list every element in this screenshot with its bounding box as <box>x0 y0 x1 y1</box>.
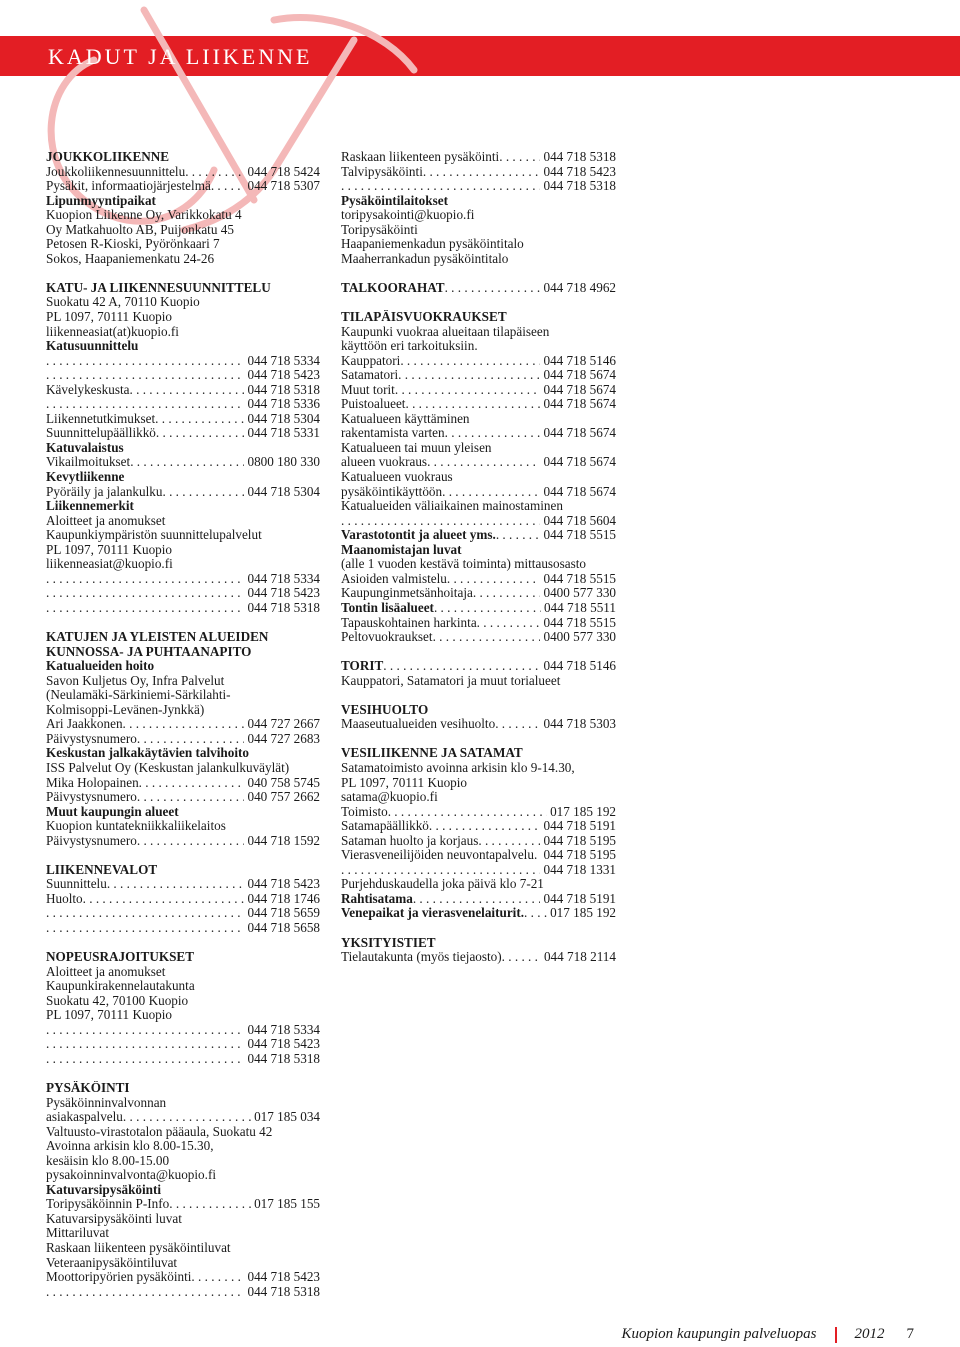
text-line: Avoinna arkisin klo 8.00-15.30, <box>46 1139 214 1154</box>
text-line: Kaupunkiympäristön suunnittelupalvelut <box>46 528 262 543</box>
spacer <box>46 266 320 281</box>
contact-row <box>46 586 320 601</box>
contact-row <box>341 819 616 834</box>
dot-leader <box>395 383 541 398</box>
subheading: Katualueiden hoito <box>46 659 155 674</box>
dot-leader <box>502 950 541 965</box>
phone-number: 040 757 2662 <box>247 789 320 805</box>
contact-label: Venepaikat ja vierasvenelaiturit. <box>341 905 525 921</box>
dot-leader <box>46 1037 244 1052</box>
text-line: Kaupunki vuokraa alueitaan tilapäiseen <box>341 324 550 339</box>
spacer <box>46 848 320 863</box>
contact-row <box>46 732 320 747</box>
dot-leader <box>46 368 244 383</box>
section-heading: LIIKENNEVALOT <box>46 862 158 877</box>
dot-leader <box>46 397 244 412</box>
contact-label: asiakaspalvelu <box>46 1109 123 1125</box>
contact-row <box>341 528 616 543</box>
dot-leader <box>434 601 541 616</box>
contact-label: Sataman huolto ja korjaus <box>341 832 479 848</box>
text-line: satama@kuopio.fi <box>341 790 438 805</box>
contact-label: Muut torit <box>341 381 395 397</box>
contact-row <box>341 572 616 587</box>
contact-label: Varastotontit ja alueet yms. <box>341 527 496 543</box>
dot-leader <box>447 572 541 587</box>
section-heading: KATUJEN JA YLEISTEN ALUEIDEN <box>46 630 269 645</box>
phone-number: 044 718 5659 <box>247 905 320 921</box>
phone-number: 044 718 5304 <box>247 410 320 426</box>
contact-label: Joukkoliikennesuunnittelu <box>46 163 186 179</box>
text-line: Suokatu 42, 70100 Kuopio <box>46 993 189 1008</box>
contact-label: Satamapäällikkö <box>341 818 429 834</box>
text-line: Suokatu 42 A, 70110 Kuopio <box>46 295 200 310</box>
dot-leader <box>341 863 540 878</box>
phone-number: 0800 180 330 <box>247 454 320 470</box>
contact-label: Kauppatori <box>341 352 401 368</box>
text-line: Veteraanipysäköintiluvat <box>46 1255 178 1270</box>
contact-label: Tontin lisäalueet <box>341 599 434 615</box>
contact-row <box>341 630 616 645</box>
contact-label: Vikailmoitukset <box>46 454 131 470</box>
text-line: Kuopion Liikenne Oy, Varikkokatu 4 <box>46 208 242 223</box>
dot-leader <box>388 805 547 820</box>
contact-label: Peltovuokraukset <box>341 629 433 645</box>
dot-leader <box>427 455 540 470</box>
text-line: käyttöön eri tarkoituksiin. <box>341 339 478 354</box>
contact-label: Pysäkit, informaatiojärjestelmä <box>46 178 211 194</box>
dot-leader <box>211 179 245 194</box>
contact-label: Suunnittelu <box>46 876 107 892</box>
dot-leader <box>191 1270 244 1285</box>
spacer <box>341 732 616 747</box>
dot-leader <box>46 572 244 587</box>
contact-row <box>46 354 320 369</box>
subheading: Katusuunnittelu <box>46 339 139 354</box>
dot-leader <box>445 281 541 296</box>
page-title: KADUT JA LIIKENNE <box>48 44 313 69</box>
text-line: liikenneasiat@kuopio.fi <box>46 557 173 572</box>
phone-number: 044 718 1746 <box>247 890 320 906</box>
dot-leader <box>46 1052 244 1067</box>
text-line: liikenneasiat(at)kuopio.fi <box>46 324 179 339</box>
text-line: Raskaan liikenteen pysäköintiluvat <box>46 1241 231 1256</box>
dot-leader <box>130 455 244 470</box>
subheading: Kevytliikenne <box>46 470 125 485</box>
phone-number: 044 718 5674 <box>543 425 616 441</box>
phone-number: 044 718 5303 <box>543 716 616 732</box>
dot-leader <box>499 150 540 165</box>
section-heading: JOUKKOLIIKENNE <box>46 150 170 164</box>
text-line: Kolmisoppi-Levänen-Jynkkä) <box>46 702 205 717</box>
phone-number: 044 718 5191 <box>543 890 616 906</box>
contact-label: Maaseutualueiden vesihuolto <box>341 716 496 732</box>
text-line: Haapaniemenkadun pysäköintitalo <box>341 237 524 252</box>
phone-number: 044 718 5604 <box>543 512 616 528</box>
contact-row <box>46 412 320 427</box>
text-line: Sokos, Haapaniemenkatu 24-26 <box>46 251 215 266</box>
contact-row <box>341 485 616 500</box>
text-line: Valtuusto-virastotalon pääaula, Suokatu 42 <box>46 1124 273 1139</box>
subheading: Liikennemerkit <box>46 499 134 514</box>
text-line: ISS Palvelut Oy (Keskustan jalankulkuväylät) <box>46 760 290 775</box>
text-line: toripysakointi@kuopio.fi <box>341 208 475 223</box>
dot-leader <box>473 586 541 601</box>
contact-row <box>46 921 320 936</box>
text-line: Kauppatori, Satamatori ja muut torialueet <box>341 673 561 688</box>
phone-number: 044 718 5191 <box>543 818 616 834</box>
phone-number: 044 718 5674 <box>543 396 616 412</box>
contact-row <box>341 179 616 194</box>
text-line: PL 1097, 70111 Kuopio <box>46 310 173 325</box>
contact-row <box>341 892 616 907</box>
subheading: Lipunmyyntipaikat <box>46 193 156 208</box>
phone-number: 044 718 5307 <box>247 178 320 194</box>
contact-label: Vierasveneilijöiden neuvontapalvelu <box>341 847 534 863</box>
dot-leader <box>185 165 244 180</box>
contact-label: Asioiden valmistelu <box>341 570 447 586</box>
contact-row <box>341 601 616 616</box>
dot-leader <box>155 412 244 427</box>
text-line: Katualueen käyttäminen <box>341 411 470 426</box>
contact-row <box>341 950 616 965</box>
phone-number: 044 718 5318 <box>247 599 320 615</box>
phone-number: 044 718 5515 <box>543 570 616 586</box>
dot-leader <box>46 586 244 601</box>
text-line: Aloitteet ja anomukset <box>46 513 166 528</box>
contact-row <box>341 397 616 412</box>
contact-row <box>341 426 616 441</box>
text-line: Katuvarsipysäköinti luvat <box>46 1211 182 1226</box>
subheading: Muut kaupungin alueet <box>46 804 179 819</box>
phone-number: 040 758 5745 <box>247 774 320 790</box>
contact-row <box>46 717 320 732</box>
contact-label: Suunnittelupäällikkö <box>46 425 156 441</box>
phone-number: 044 718 5674 <box>543 483 616 499</box>
text-line: Savon Kuljetus Oy, Infra Palvelut <box>46 673 225 688</box>
contact-label: pysäköintikäyttöön <box>341 483 443 499</box>
phone-number: 044 718 5423 <box>247 1269 320 1285</box>
contact-label: Liikennetutkimukset <box>46 410 156 426</box>
left-column <box>46 150 320 1299</box>
section-heading: NOPEUSRAJOITUKSET <box>46 950 195 965</box>
dot-leader <box>123 717 245 732</box>
contact-label: Raskaan liikenteen pysäköinti <box>341 149 500 164</box>
contact-row <box>341 150 616 165</box>
spacer <box>341 266 616 281</box>
dot-leader <box>400 354 540 369</box>
contact-row <box>341 281 616 296</box>
dot-leader <box>341 179 540 194</box>
contact-row <box>46 179 320 194</box>
dot-leader <box>137 834 245 849</box>
text-line: (Neulamäki-Särkiniemi-Särkilahti- <box>46 688 231 703</box>
spacer <box>341 921 616 936</box>
spacer <box>46 616 320 631</box>
phone-number: 044 718 5331 <box>247 425 320 441</box>
text-line: Satamatoimisto avoinna arkisin klo 9-14.30, <box>341 760 575 775</box>
spacer <box>341 645 616 660</box>
contact-row <box>46 601 320 616</box>
spacer <box>341 688 616 703</box>
phone-number: 044 718 5318 <box>247 381 320 397</box>
subheading: Katuvarsipysäköinti <box>46 1182 162 1197</box>
contact-row <box>341 717 616 732</box>
phone-number: 044 718 5304 <box>247 483 320 499</box>
phone-number: 044 718 5195 <box>543 832 616 848</box>
text-line: PL 1097, 70111 Kuopio <box>46 1008 173 1023</box>
phone-number: 044 718 5336 <box>247 396 320 412</box>
section-heading: PYSÄKÖINTI <box>46 1081 130 1095</box>
contact-row <box>46 877 320 892</box>
contact-label: alueen vuokraus <box>341 454 428 470</box>
contact-row <box>341 455 616 470</box>
contact-row <box>341 906 616 921</box>
text-line: Kuopion kuntatekniikkaliikelaitos <box>46 819 226 834</box>
dot-leader <box>46 1023 244 1038</box>
contact-label: Kävelykeskusta <box>46 381 130 397</box>
contact-label: Toripysäköinnin P-Info <box>46 1196 170 1212</box>
text-line: pysakoinninvalvonta@kuopio.fi <box>46 1168 217 1183</box>
contact-row <box>341 586 616 601</box>
dot-leader <box>341 514 540 529</box>
contact-row <box>46 1270 320 1285</box>
contact-label: Päivystysnumero <box>46 832 137 848</box>
dot-leader <box>495 717 540 732</box>
phone-number: 044 718 5515 <box>543 527 616 543</box>
contact-row <box>341 805 616 820</box>
contact-row <box>46 1052 320 1067</box>
contact-row <box>341 383 616 398</box>
phone-number: 017 185 192 <box>550 803 616 819</box>
phone-number: 044 718 5424 <box>247 163 320 179</box>
spacer <box>46 1066 320 1081</box>
phone-number: 044 718 1331 <box>543 861 616 877</box>
dot-leader <box>477 616 541 631</box>
phone-number: 044 718 5674 <box>543 454 616 470</box>
dot-leader <box>46 601 244 616</box>
phone-number: 044 718 5334 <box>247 570 320 586</box>
dot-leader <box>442 485 540 500</box>
contact-label: Ari Jaakkonen <box>46 716 123 732</box>
section-heading: VESIHUOLTO <box>341 702 429 717</box>
text-line: Katualueen tai muun yleisen <box>341 440 492 455</box>
dot-leader <box>46 921 244 936</box>
contact-row <box>341 863 616 878</box>
footer-divider <box>835 1327 837 1343</box>
contact-row <box>46 834 320 849</box>
phone-number: 044 718 5146 <box>543 352 616 368</box>
phone-number: 0400 577 330 <box>543 629 616 645</box>
dot-leader <box>413 892 541 907</box>
dot-leader <box>130 383 245 398</box>
phone-number: 044 718 5318 <box>247 1283 320 1299</box>
contact-row <box>46 455 320 470</box>
dot-leader <box>383 659 540 674</box>
dot-leader <box>524 906 547 921</box>
contact-label: Huolto <box>46 890 83 906</box>
contact-row <box>341 368 616 383</box>
phone-number: 044 718 5674 <box>543 381 616 397</box>
phone-number: 044 718 5423 <box>247 585 320 601</box>
phone-number: 044 718 5515 <box>543 614 616 630</box>
text-line: kesäisin klo 8.00-15.00 <box>46 1153 170 1168</box>
section-heading: TILAPÄISVUOKRAUKSET <box>341 310 507 325</box>
text-line: Purjehduskaudella joka päivä klo 7-21 <box>341 877 544 892</box>
spacer <box>46 936 320 951</box>
page-footer <box>622 1326 915 1343</box>
dot-leader <box>137 732 245 747</box>
contact-row <box>46 165 320 180</box>
text-line: Petosen R-Kioski, Pyörönkaari 7 <box>46 237 220 252</box>
publication-name: Kuopion kaupungin palveluopas <box>621 1326 817 1342</box>
phone-number: 044 718 5423 <box>247 876 320 892</box>
contact-label: Päivystysnumero <box>46 730 137 746</box>
contact-row <box>341 834 616 849</box>
phone-number: 044 718 5334 <box>247 352 320 368</box>
dot-leader <box>137 790 245 805</box>
contact-label: Mika Holopainen <box>46 774 139 790</box>
contact-row <box>341 514 616 529</box>
phone-number: 044 718 5674 <box>543 367 616 383</box>
subheading: Katuvalaistus <box>46 440 124 455</box>
contact-row <box>46 892 320 907</box>
dot-leader <box>162 485 244 500</box>
dot-leader <box>83 892 245 907</box>
contact-row <box>46 485 320 500</box>
phone-number: 044 718 5423 <box>543 163 616 179</box>
dot-leader <box>169 1197 251 1212</box>
contact-label: TALKOORAHAT <box>341 279 445 295</box>
contact-label: Tielautakunta (myös tiejaosto) <box>341 949 502 965</box>
dot-leader <box>496 528 541 543</box>
dot-leader <box>429 819 541 834</box>
dot-leader <box>433 630 541 645</box>
contact-label: Rahtisatama <box>341 890 413 906</box>
phone-number: 044 718 5334 <box>247 1021 320 1037</box>
text-line: Pysäköinninvalvonnan <box>46 1095 167 1110</box>
dot-leader <box>107 877 245 892</box>
page-number: 7 <box>906 1326 914 1342</box>
phone-number: 044 718 5423 <box>247 1036 320 1052</box>
phone-number: 044 718 4962 <box>543 279 616 295</box>
contact-label: Toimisto <box>341 803 388 819</box>
text-line: Oy Matkahuolto AB, Puijonkatu 45 <box>46 222 234 237</box>
phone-number: 044 727 2683 <box>247 730 320 746</box>
section-heading: KATU- JA LIIKENNESUUNNITTELU <box>46 280 271 295</box>
contact-row <box>46 397 320 412</box>
phone-number: 044 718 5423 <box>247 367 320 383</box>
contact-label: rakentamista varten <box>341 425 445 441</box>
contact-row <box>341 659 616 674</box>
spacer <box>341 295 616 310</box>
contact-row <box>46 1285 320 1300</box>
phone-number: 044 718 5146 <box>543 658 616 674</box>
phone-number: 044 718 5511 <box>543 599 616 615</box>
contact-row <box>46 383 320 398</box>
phone-number: 044 727 2667 <box>247 716 320 732</box>
contact-row <box>341 848 616 863</box>
dot-leader <box>46 906 244 921</box>
dot-leader <box>123 1110 251 1125</box>
dot-leader <box>405 397 540 412</box>
phone-number: 017 185 034 <box>254 1109 320 1125</box>
contact-label: Päivystysnumero <box>46 789 137 805</box>
contact-row <box>46 1110 320 1125</box>
phone-number: 044 718 2114 <box>543 949 616 965</box>
publication-year: 2012 <box>854 1326 885 1342</box>
text-line: PL 1097, 70111 Kuopio <box>46 542 173 557</box>
contact-label: Tapauskohtainen harkinta <box>341 614 477 630</box>
contact-label: Moottoripyörien pysäköinti <box>46 1269 192 1285</box>
contact-row <box>341 616 616 631</box>
text-line: (alle 1 vuoden kestävä toiminta) mittausosasto <box>341 557 587 572</box>
contact-row <box>46 776 320 791</box>
subheading: Pysäköintilaitokset <box>341 193 448 208</box>
dot-leader <box>156 426 245 441</box>
dot-leader <box>398 368 540 383</box>
contact-label: TORIT <box>341 658 384 674</box>
section-heading: VESILIIKENNE JA SATAMAT <box>341 746 523 761</box>
text-line: Kaupunkirakennelautakunta <box>46 979 195 994</box>
contact-row <box>46 1197 320 1212</box>
contact-row <box>46 1037 320 1052</box>
contact-label: Talvipysäköinti <box>341 163 423 179</box>
contact-label: Kaupunginmetsänhoitaja <box>341 585 473 601</box>
contact-label: Puistoalueet <box>341 396 406 412</box>
section-heading: KUNNOSSA- JA PUHTAANAPITO <box>46 644 252 659</box>
phone-number: 017 185 192 <box>550 905 616 921</box>
dot-leader <box>139 776 245 791</box>
phone-number: 044 718 5658 <box>247 919 320 935</box>
contact-row <box>46 572 320 587</box>
contact-row <box>46 906 320 921</box>
text-line: Katualueen vuokraus <box>341 470 453 485</box>
subheading: Maanomistajan luvat <box>341 542 462 557</box>
phone-number: 044 718 1592 <box>247 832 320 848</box>
contact-label: Satamatori <box>341 367 399 383</box>
contact-row <box>341 354 616 369</box>
dot-leader <box>46 1285 244 1300</box>
text-line: Toripysäköinti <box>341 222 418 237</box>
phone-number: 0400 577 330 <box>543 585 616 601</box>
contact-row <box>46 426 320 441</box>
text-line: Mittariluvat <box>46 1226 109 1241</box>
contact-row <box>46 368 320 383</box>
dot-leader <box>46 354 244 369</box>
phone-number: 044 718 5318 <box>543 149 616 164</box>
phone-number: 044 718 5195 <box>543 847 616 863</box>
text-line: Katualueiden väliaikainen mainostaminen <box>341 499 563 514</box>
phone-number: 017 185 155 <box>254 1196 320 1212</box>
text-line: Aloitteet ja anomukset <box>46 964 166 979</box>
dot-leader <box>445 426 541 441</box>
contact-row <box>46 790 320 805</box>
dot-leader <box>478 834 540 849</box>
right-column <box>341 150 616 965</box>
text-line: Maaherrankadun pysäköintitalo <box>341 251 509 266</box>
phone-number: 044 718 5318 <box>247 1050 320 1066</box>
section-heading: YKSITYISTIET <box>341 935 436 950</box>
phone-number: 044 718 5318 <box>543 178 616 194</box>
contact-label: Pyöräily ja jalankulku <box>46 483 163 499</box>
subheading: Keskustan jalkakäytävien talvihoito <box>46 746 249 761</box>
text-line: PL 1097, 70111 Kuopio <box>341 775 468 790</box>
contact-row <box>341 165 616 180</box>
contact-row <box>46 1023 320 1038</box>
dot-leader <box>423 165 541 180</box>
